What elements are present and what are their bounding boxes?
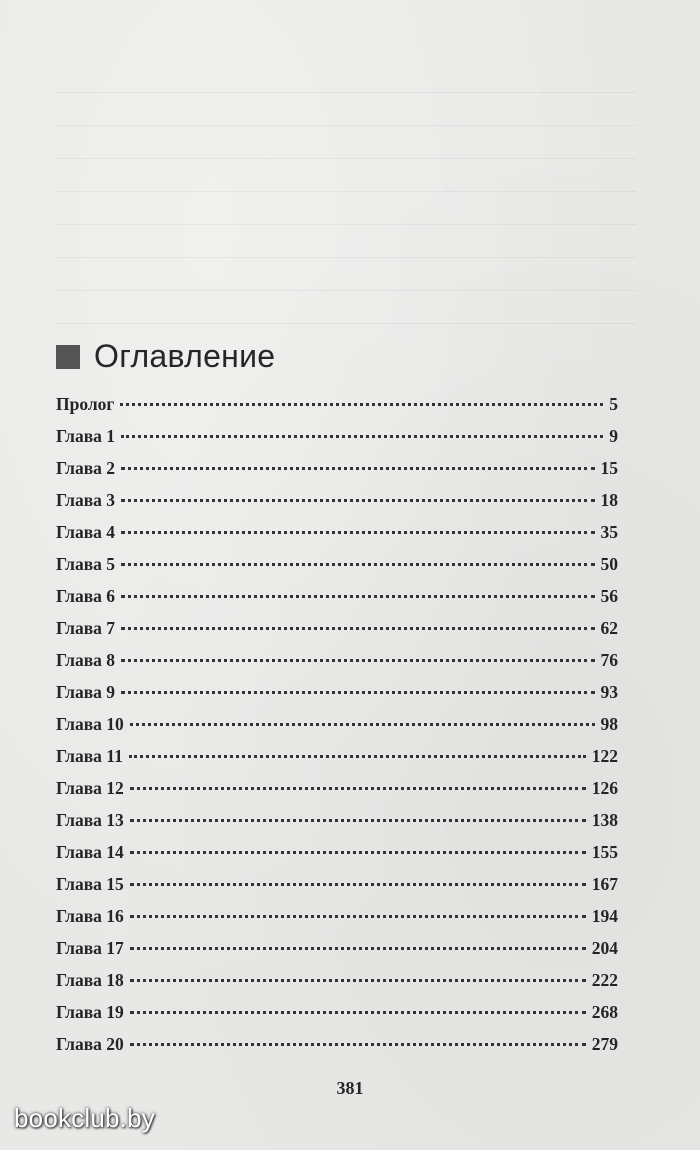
toc-leader-dots xyxy=(130,979,586,982)
toc-leader-dots xyxy=(121,435,603,438)
toc-entry-page: 194 xyxy=(591,906,618,926)
toc-entry-page: 279 xyxy=(591,1034,618,1054)
toc-entry-label: Глава 17 xyxy=(56,938,124,958)
toc-entry xyxy=(56,394,618,426)
toc-entry-label: Глава 19 xyxy=(56,1002,124,1022)
toc-entry xyxy=(56,682,618,714)
toc-entry xyxy=(56,842,618,874)
toc-entry-page: 18 xyxy=(600,490,618,510)
toc-leader-dots xyxy=(121,563,594,566)
toc-leader-dots xyxy=(130,723,595,726)
toc-entry-page: 76 xyxy=(600,650,618,670)
toc-entry-page: 15 xyxy=(600,458,618,478)
page-number: 381 xyxy=(336,1078,364,1098)
toc-leader-dots xyxy=(121,531,594,534)
toc-entry-page: 98 xyxy=(600,714,618,734)
toc-leader-dots xyxy=(130,1043,586,1046)
toc-entry-page: 93 xyxy=(600,682,618,702)
heading-square-icon xyxy=(56,345,80,369)
toc-leader-dots xyxy=(121,691,594,694)
toc-entry-page: 56 xyxy=(600,586,618,606)
toc-entry-label: Глава 16 xyxy=(56,906,124,926)
toc-leader-dots xyxy=(130,947,586,950)
toc-leader-dots xyxy=(130,819,586,822)
toc-leader-dots xyxy=(121,627,594,630)
toc-entry-page: 62 xyxy=(600,618,618,638)
toc-leader-dots xyxy=(129,755,586,758)
toc-entry-label: Глава 11 xyxy=(56,746,123,766)
toc-entry-label: Глава 1 xyxy=(56,426,116,446)
toc-entry xyxy=(56,938,618,970)
toc-entry-page: 155 xyxy=(591,842,618,862)
toc-title: Оглавление xyxy=(94,337,276,374)
toc-entry xyxy=(56,426,618,458)
toc-entry-page: 126 xyxy=(591,778,618,798)
toc-leader-dots xyxy=(121,659,594,662)
toc-entry-label: Глава 6 xyxy=(56,586,116,606)
toc-entry-label: Глава 5 xyxy=(56,554,116,574)
toc-entry-label: Глава 7 xyxy=(56,618,116,638)
toc-leader-dots xyxy=(120,403,603,406)
toc-entry-label: Глава 13 xyxy=(56,810,124,830)
toc-leader-dots xyxy=(130,883,586,886)
toc-entry xyxy=(56,810,618,842)
toc-entry-page: 5 xyxy=(609,394,618,414)
toc-entry-label: Глава 3 xyxy=(56,490,116,510)
toc-entry xyxy=(56,906,618,938)
toc-entry xyxy=(56,490,618,522)
toc-entry-label: Глава 9 xyxy=(56,682,116,702)
toc-heading xyxy=(56,336,275,376)
table-of-contents xyxy=(56,394,618,1066)
toc-entry-label: Пролог xyxy=(56,394,115,414)
toc-leader-dots xyxy=(130,851,586,854)
toc-entry-label: Глава 10 xyxy=(56,714,124,734)
toc-entry xyxy=(56,522,618,554)
toc-leader-dots xyxy=(121,499,594,502)
toc-leader-dots xyxy=(130,1011,586,1014)
toc-entry-page: 50 xyxy=(600,554,618,574)
toc-entry-label: Глава 20 xyxy=(56,1034,124,1054)
toc-leader-dots xyxy=(121,595,594,598)
toc-entry xyxy=(56,714,618,746)
toc-entry xyxy=(56,650,618,682)
toc-entry-page: 138 xyxy=(591,810,618,830)
toc-entry-page: 268 xyxy=(591,1002,618,1022)
toc-entry-label: Глава 15 xyxy=(56,874,124,894)
toc-entry xyxy=(56,874,618,906)
bleed-through-texture xyxy=(55,60,635,340)
toc-leader-dots xyxy=(121,467,594,470)
toc-entry-page: 204 xyxy=(591,938,618,958)
toc-entry-page: 35 xyxy=(600,522,618,542)
toc-entry-page: 222 xyxy=(591,970,618,990)
toc-leader-dots xyxy=(130,787,586,790)
toc-entry-page: 122 xyxy=(591,746,618,766)
toc-entry xyxy=(56,1002,618,1034)
toc-entry xyxy=(56,618,618,650)
site-watermark: bookclub.by xyxy=(14,1103,155,1133)
toc-entry-page: 167 xyxy=(591,874,618,894)
toc-entry xyxy=(56,970,618,1002)
toc-entry-label: Глава 18 xyxy=(56,970,124,990)
toc-entry xyxy=(56,458,618,490)
toc-entry xyxy=(56,778,618,810)
toc-entry xyxy=(56,586,618,618)
toc-entry-label: Глава 14 xyxy=(56,842,124,862)
toc-entry xyxy=(56,746,618,778)
toc-entry-label: Глава 12 xyxy=(56,778,124,798)
toc-entry xyxy=(56,1034,618,1066)
toc-entry-label: Глава 4 xyxy=(56,522,116,542)
toc-entry xyxy=(56,554,618,586)
toc-entry-page: 9 xyxy=(609,426,618,446)
toc-entry-label: Глава 8 xyxy=(56,650,116,670)
toc-entry-label: Глава 2 xyxy=(56,458,116,478)
toc-leader-dots xyxy=(130,915,586,918)
